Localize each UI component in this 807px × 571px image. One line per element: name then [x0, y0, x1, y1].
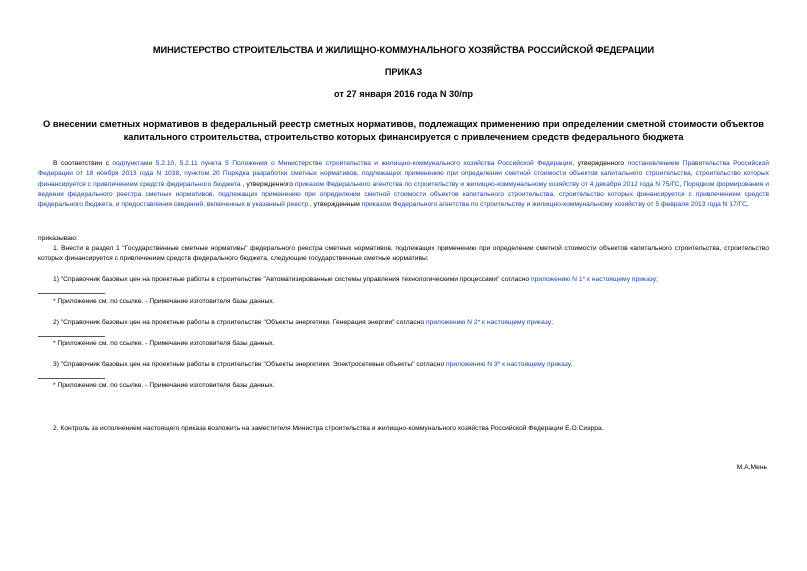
- doc-date: от 27 января 2016 года N 30/пр: [334, 89, 473, 99]
- sub-item-2-text: 2) "Справочник базовых цен на проектные работы в строительстве "Объекты энергетики. Генерация энергии" согласно: [53, 319, 426, 326]
- footnote-1: * Приложение см. по ссылке. - Примечание изготовителя базы данных.: [53, 298, 275, 305]
- preamble-text: ,: [746, 201, 749, 209]
- footnote-rule: [38, 293, 105, 294]
- footnote-rule: [38, 378, 105, 379]
- preamble-text: , утвержденного: [572, 160, 628, 167]
- ministry-title: МИНИСТЕРСТВО СТРОИТЕЛЬСТВА И ЖИЛИЩНО-КОММУНАЛЬНОГО ХОЗЯЙСТВА РОССИЙСКОЙ ФЕДЕРАЦИИ: [152, 45, 655, 55]
- sub-item-1-text: 1) "Справочник базовых цен на проектные работы в строительстве "Автоматизированные системы управления технологическими процессами" согласно: [53, 276, 531, 283]
- prikazyvayu: приказываю:: [38, 235, 78, 242]
- preamble-text: ,: [179, 170, 185, 178]
- doc-type: ПРИКАЗ: [384, 67, 423, 77]
- signature: М.А.Мень: [736, 464, 767, 471]
- preamble-link-4[interactable]: приказом Федерального агентства по строительству и жилищно-коммунальному хозяйству от 4 декабря 2012 года N 75/ГС: [294, 180, 680, 188]
- sub-item-2: 2) "Справочник базовых цен на проектные работы в строительстве "Объекты энергетики. Генерация энергии" согласно приложению N 2* к настоящему приказу;: [53, 319, 553, 326]
- subject-line-2: капитального строительства, строительство которых финансируется с привлечением средств федерального бюджета: [123, 131, 684, 142]
- preamble-text: ,: [679, 180, 684, 188]
- preamble-link-3[interactable]: пунктом 20 Порядка разработки сметных нормативов, подлежащих применению при определении сметной стоимости объектов капитального строительства, строительство которых финансируется с привлечением средств федерального бюджета: [38, 170, 770, 188]
- item-1: 1. Внести в раздел 1 "Государственные сметные нормативы" федерального реестра сметных нормативов, подлежащих применению при определении сметной стоимости объектов капитального строительства, строительство которых финансируется с привлечением средств федерального бюджета, следующие государственные сметные нормативы:: [38, 245, 769, 263]
- footnote-2: * Приложение см. по ссылке. - Примечание изготовителя базы данных.: [53, 340, 275, 347]
- item-2: 2. Контроль за исполнением настоящего приказа возложить на заместителя Министра строительства и жилищно-коммунального хозяйства Российской Федерации Е.О.Сиэрра.: [53, 425, 604, 432]
- preamble-text: , утвержденным: [308, 201, 362, 209]
- sub-item-3: 3) "Справочник базовых цен на проектные работы в строительстве "Объекты энергетики. Электросетевые объекты" согласно приложению N 3* к настоящему приказу.: [53, 361, 573, 368]
- appendix-2-link[interactable]: приложению N 2* к настоящему приказу: [425, 319, 552, 326]
- appendix-1-link[interactable]: приложению N 1* к настоящему приказу: [530, 276, 657, 283]
- preamble-paragraph: [38, 159, 769, 210]
- preamble-link-5[interactable]: Порядком формирования и ведения федерального реестра сметных нормативов, подлежащих применению при определении сметной стоимости объектов капитального строительства, строительство которых финансируется с привлечением средств федерального бюджета, и предоставления сведений, включенных в указанный реестр: [38, 180, 770, 209]
- preamble-text: , утвержденного: [240, 180, 295, 188]
- footnote-3: * Приложение см. по ссылке. - Примечание изготовителя базы данных.: [53, 382, 275, 389]
- preamble-text: В соответствии с: [53, 160, 113, 167]
- appendix-3-link[interactable]: приложению N 3* к настоящему приказу: [446, 361, 571, 368]
- sub-item-1: 1) "Справочник базовых цен на проектные работы в строительстве "Автоматизированные системы управления технологическими процессами" согласно приложению N 1* к настоящему приказу;: [53, 276, 658, 283]
- preamble-link-1[interactable]: подпунктами 5.2.10, 5.2.11 пункта 5 Положения о Министерстве строительства и жилищно-коммунального хозяйства Российской Федерации: [112, 160, 573, 167]
- preamble-link-2[interactable]: постановлением Правительства Российской Федерации от 18 ноября 2013 года N 1038: [38, 160, 770, 178]
- subject-line-1: О внесении сметных нормативов в федеральный реестр сметных нормативов, подлежащих применению при определении сметной стоимости объектов: [42, 118, 765, 129]
- footnote-rule: [38, 336, 105, 337]
- preamble-link-6[interactable]: приказом Федерального агентства по строительству и жилищно-коммунальному хозяйству от 5 февраля 2013 года N 17/ГС: [361, 201, 747, 209]
- sub-item-3-text: 3) "Справочник базовых цен на проектные работы в строительстве "Объекты энергетики. Электросетевые объекты" согласно: [53, 361, 447, 368]
